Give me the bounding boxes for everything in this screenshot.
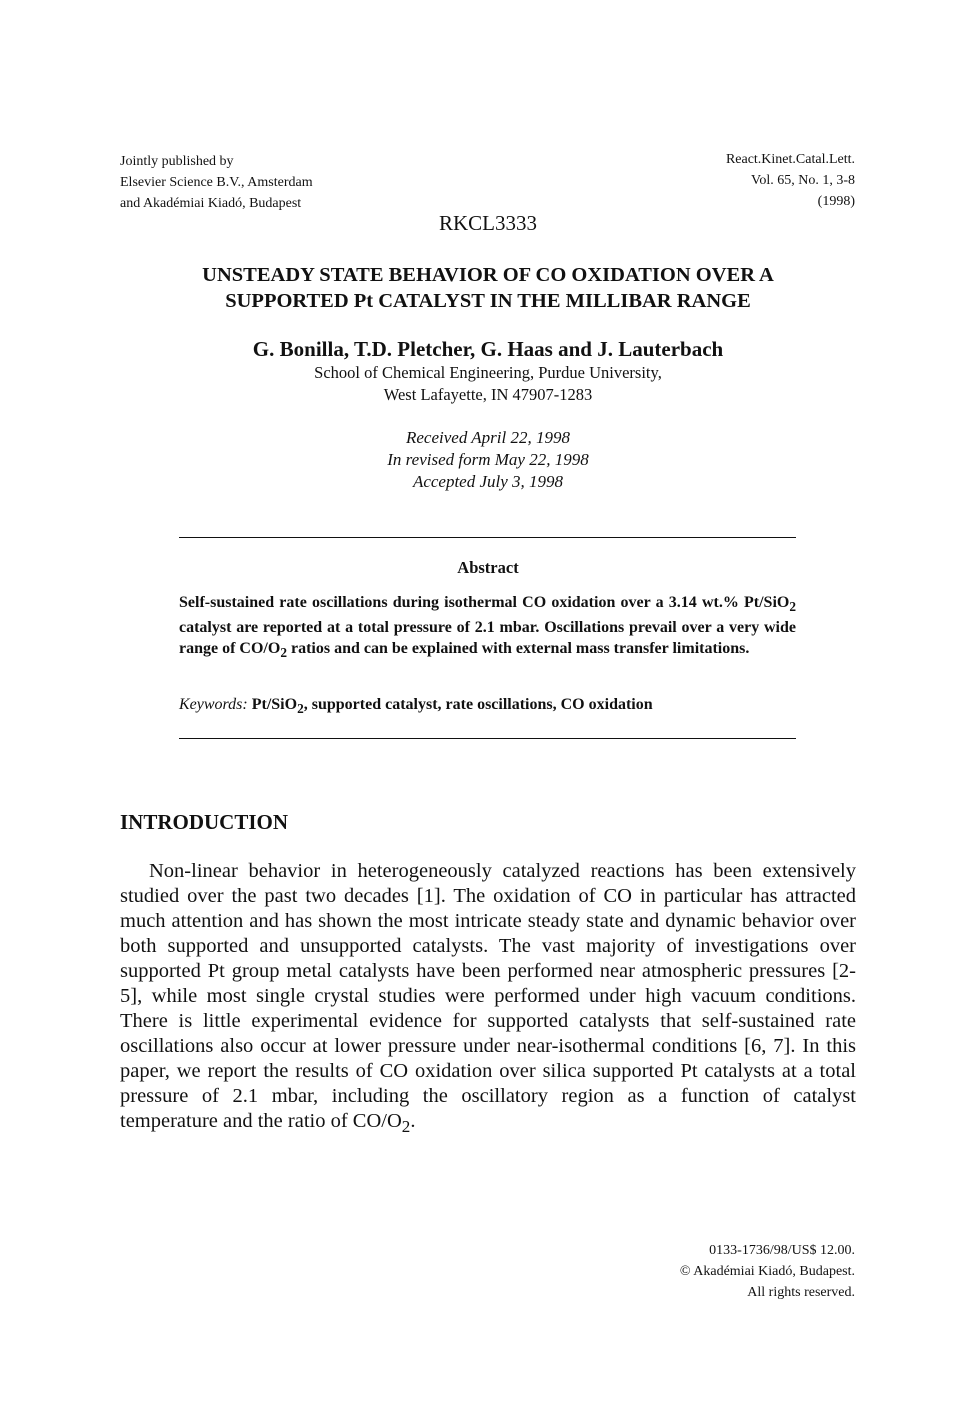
journal-citation	[555, 149, 855, 212]
publisher-line: and Akadémiai Kiadó, Budapest	[120, 196, 302, 211]
title-line: UNSTEADY STATE BEHAVIOR OF CO OXIDATION OVER A	[202, 264, 774, 286]
revised-date: In revised form May 22, 1998	[387, 450, 589, 469]
abstract-text-part: ratios and can be explained with external mass transfer limitations.	[287, 640, 750, 658]
introduction-paragraph	[120, 859, 856, 1139]
keywords-text: Pt/SiO	[251, 696, 298, 713]
divider-top	[179, 537, 796, 538]
keywords-text: , supported catalyst, rate oscillations, CO oxidation	[303, 696, 653, 713]
journal-line: Vol. 65, No. 1, 3-8	[751, 173, 855, 188]
copyright-footer	[535, 1240, 855, 1303]
footer-line: All rights reserved.	[747, 1285, 855, 1300]
publisher-line: Elsevier Science B.V., Amsterdam	[120, 175, 313, 190]
received-date: Received April 22, 1998	[406, 428, 570, 447]
journal-line: (1998)	[817, 194, 855, 209]
subscript: 2	[401, 1117, 411, 1137]
introduction-text: Non-linear behavior in heterogeneously catalyzed reactions has been extensively studied over the past two decades [1]. The oxidation of CO in particular has attracted much attention and has shown the most intricate steady state and dynamic behavior over both supported and unsupported catalysts. The vast majority of investigations over supported Pt group metal catalysts have been performed near atmospheric pressures [2-5], while most single crystal studies were performed under high vacuum conditions. There is little experimental evidence for supported catalysts that self-sustained rate oscillations also occur at lower pressure under near-isothermal conditions [6, 7]. In this paper, we report the results of CO oxidation over silica supported Pt catalysts at a total pressure of 2.1 mbar, including the oscillatory region as a function of catalyst temperature and the ratio of CO/O	[120, 860, 856, 1132]
publisher-line: Jointly published by	[120, 154, 234, 169]
affiliation-line: School of Chemical Engineering, Purdue University,	[314, 363, 662, 382]
subscript: 2	[297, 701, 304, 717]
affiliation	[120, 362, 856, 406]
abstract-text-part: catalyst are reported at a total pressure of 2.1 mbar. Oscillations prevail over a very wide range of CO/O	[179, 619, 796, 658]
footer-line: © Akadémiai Kiadó, Budapest.	[679, 1264, 855, 1279]
introduction-heading: INTRODUCTION	[120, 810, 289, 834]
subscript: 2	[280, 645, 287, 661]
keywords-separator: :	[242, 696, 252, 713]
abstract-text	[179, 592, 796, 663]
publisher-info	[120, 151, 520, 214]
abstract-heading: Abstract	[457, 558, 519, 577]
affiliation-line: West Lafayette, IN 47907-1283	[383, 385, 593, 404]
authors: G. Bonilla, T.D. Pletcher, G. Haas and J. Lauterbach	[252, 337, 724, 361]
keywords-label: Keywords	[179, 696, 243, 713]
journal-line: React.Kinet.Catal.Lett.	[725, 152, 855, 167]
submission-dates	[120, 427, 856, 493]
title-line: SUPPORTED Pt CATALYST IN THE MILLIBAR RANGE	[225, 290, 751, 312]
subscript: 2	[789, 599, 796, 615]
footer-line: 0133-1736/98/US$ 12.00.	[709, 1243, 855, 1258]
accepted-date: Accepted July 3, 1998	[412, 472, 564, 491]
divider-bottom	[179, 738, 796, 739]
article-code: RKCL3333	[438, 211, 537, 235]
paper-title	[120, 262, 856, 314]
keywords	[179, 696, 796, 717]
abstract-text-part: Self-sustained rate oscillations during isothermal CO oxidation over a 3.14 wt.% Pt/SiO	[179, 594, 790, 611]
introduction-text-end: .	[410, 1110, 416, 1132]
